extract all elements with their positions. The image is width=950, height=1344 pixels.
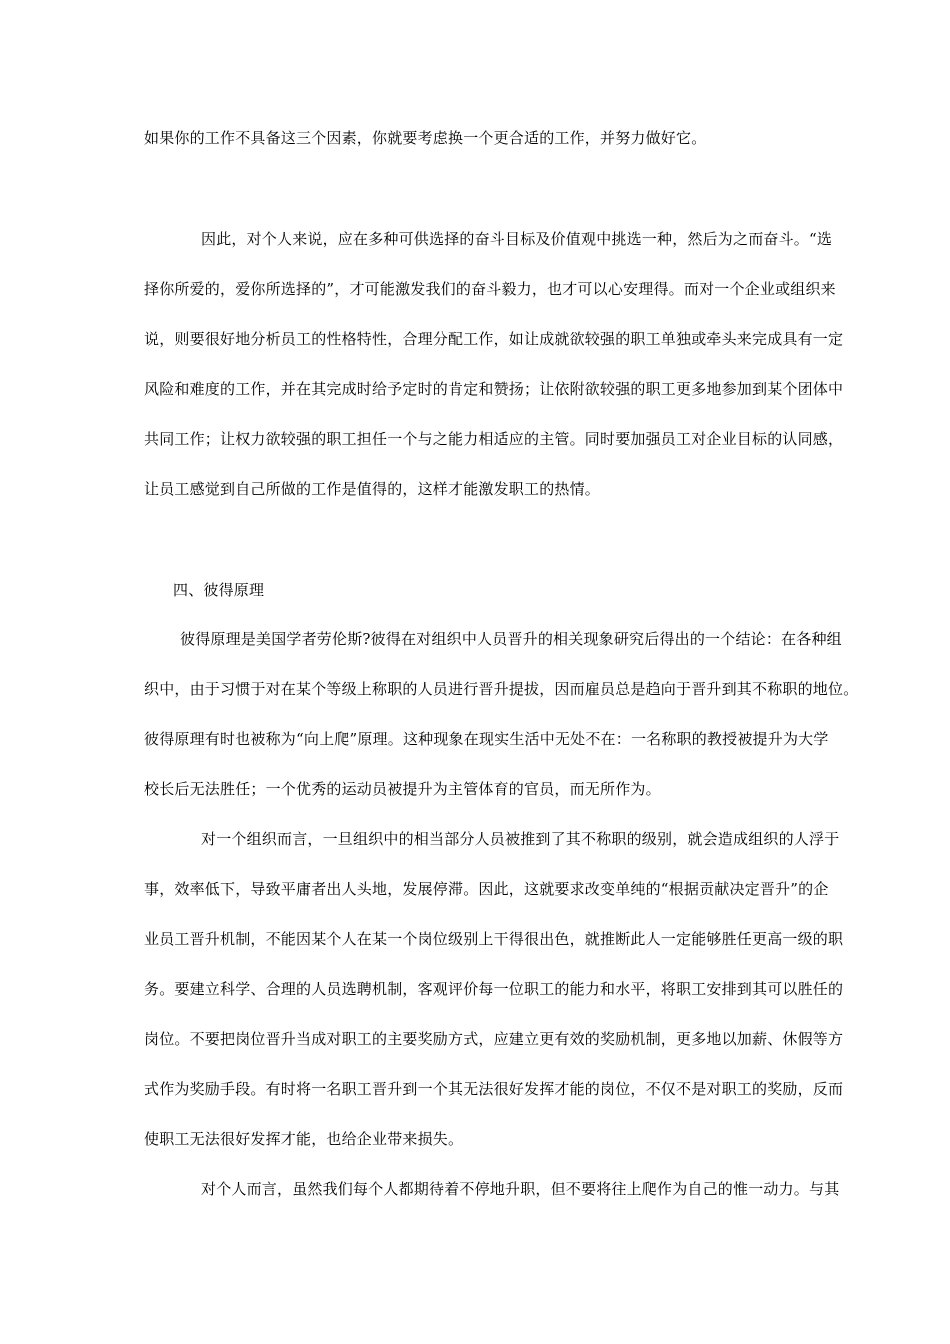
paragraph-3-line: 彼得原理是美国学者劳伦斯?彼得在对组织中人员晋升的相关现象研究后得出的一个结论：在各种组 [180,630,842,648]
paragraph-3-line: 彼得原理有时也被称为“向上爬”原理。这种现象在现实生活中无处不在：一名称职的教授被提升为大学 [144,730,829,748]
paragraph-5-line: 对个人而言，虽然我们每个人都期待着不停地升职，但不要将往上爬作为自己的惟一动力。与其 [201,1180,840,1198]
paragraph-4-line: 业员工晋升机制，不能因某个人在某一个岗位级别上干得很出色，就推断此人一定能够胜任更高一级的职 [144,930,844,948]
paragraph-4-line: 对一个组织而言，一旦组织中的相当部分人员被推到了其不称职的级别，就会造成组织的人浮于 [201,830,840,848]
paragraph-4-line: 事，效率低下，导致平庸者出人头地，发展停滞。因此，这就要求改变单纯的“根据贡献决定晋升”的企 [144,880,829,898]
paragraph-2-line: 说，则要很好地分析员工的性格特性，合理分配工作，如让成就欲较强的职工单独或牵头来完成具有一定 [144,330,844,348]
paragraph-2-line: 择你所爱的，爱你所选择的”，才可能激发我们的奋斗毅力，也才可以心安理得。而对一个企业或组织来 [144,280,836,298]
paragraph-4-line: 式作为奖励手段。有时将一名职工晋升到一个其无法很好发挥才能的岗位，不仅不是对职工的奖励，反而 [144,1080,844,1098]
section-heading: 四、彼得原理 [173,581,265,599]
paragraph-4-line: 使职工无法很好发挥才能，也给企业带来损失。 [144,1130,464,1148]
paragraph-2-line: 让员工感觉到自己所做的工作是值得的，这样才能激发职工的热情。 [144,480,601,498]
paragraph-3-line: 校长后无法胜任；一个优秀的运动员被提升为主管体育的官员，而无所作为。 [144,780,661,798]
paragraph-2-line: 风险和难度的工作，并在其完成时给予定时的肯定和赞扬；让依附欲较强的职工更多地参加到某个团体中 [144,380,844,398]
paragraph-4-line: 务。要建立科学、合理的人员选聘机制，客观评价每一位职工的能力和水平，将职工安排到其可以胜任的 [144,980,844,998]
paragraph-2-line: 因此，对个人来说，应在多种可供选择的奋斗目标及价值观中挑选一种，然后为之而奋斗。“选 [201,230,833,248]
paragraph-1-line: 如果你的工作不具备这三个因素，你就要考虑换一个更合适的工作，并努力做好它。 [144,129,707,147]
paragraph-4-line: 岗位。不要把岗位晋升当成对职工的主要奖励方式，应建立更有效的奖励机制，更多地以加薪、休假等方 [144,1030,844,1048]
paragraph-2-line: 共同工作；让权力欲较强的职工担任一个与之能力相适应的主管。同时要加强员工对企业目标的认同感， [144,430,844,448]
paragraph-3-line: 织中，由于习惯于对在某个等级上称职的人员进行晋升提拔，因而雇员总是趋向于晋升到其不称职的地位。 [144,680,859,698]
